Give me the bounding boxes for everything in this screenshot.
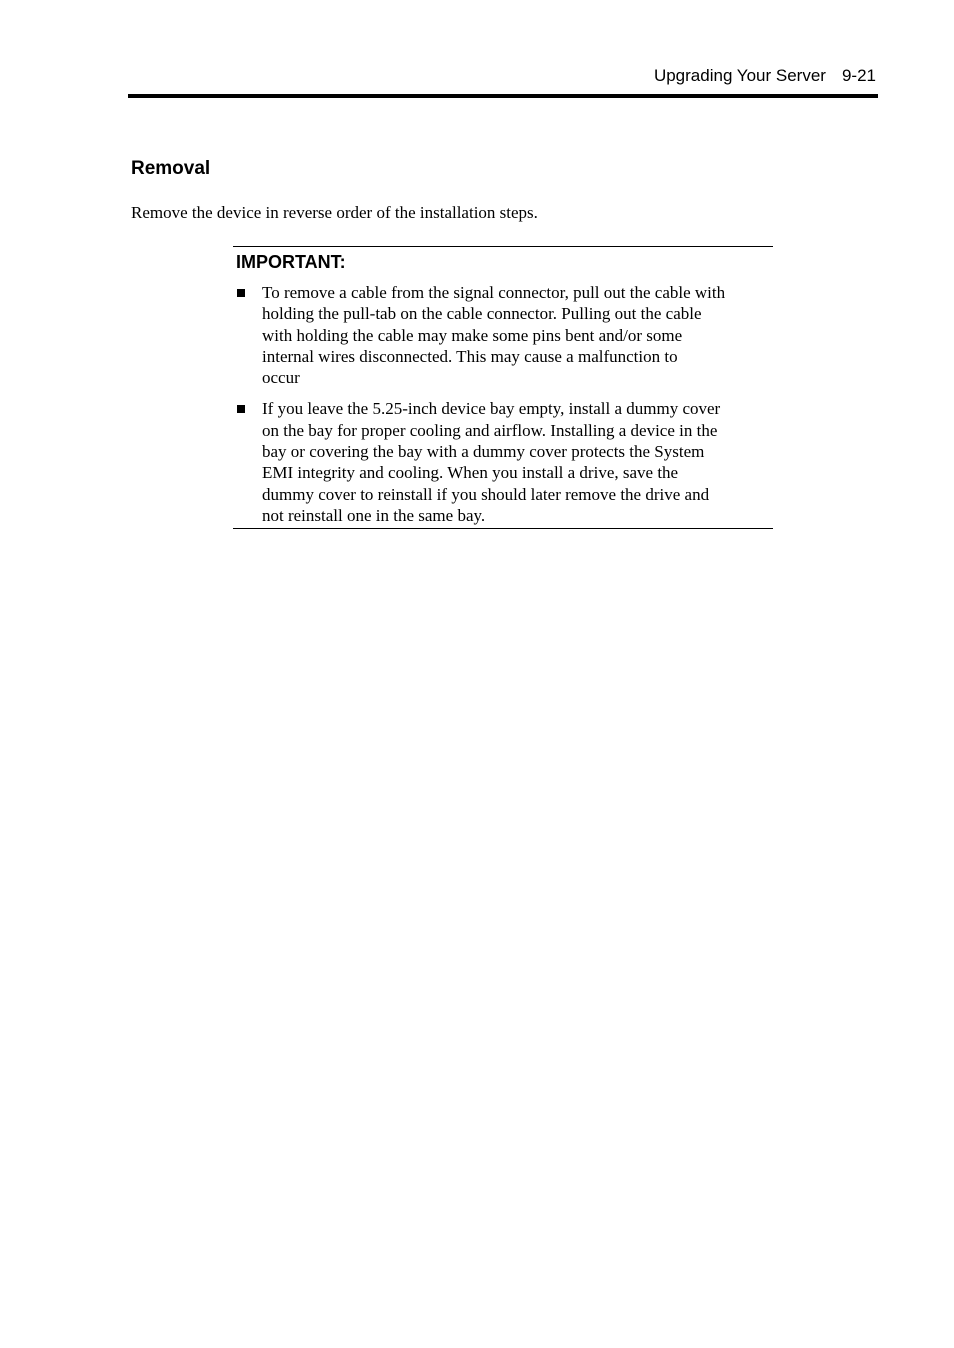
header-rule [128, 94, 878, 98]
page-header [128, 66, 878, 96]
list-item-text: To remove a cable from the signal connector, pull out the cable with holding the pull-tab on the cable connector. Pulling out the cable with holding the cable may make some pins bent and/or some internal wires disconnected. This may cause a malfunction to occur [262, 283, 726, 388]
square-bullet-icon [237, 405, 245, 413]
square-bullet-icon [237, 289, 245, 297]
section-heading: Removal [131, 158, 211, 179]
list-item-text: If you leave the 5.25-inch device bay empty, install a dummy cover on the bay for proper cooling and airflow. Installing a device in the bay or covering the bay with a dummy cover protects the System EMI integrity and cooling. When you install a drive, save the dummy cover to reinstall if you should later remove the drive and not reinstall one in the same bay. [262, 399, 721, 525]
page-number: 9-21 [841, 66, 876, 85]
intro-paragraph: Remove the device in reverse order of the installation steps. [131, 203, 538, 222]
list-item [233, 398, 773, 526]
important-notice [233, 246, 773, 529]
header-title: Upgrading Your Server [653, 66, 826, 85]
important-list [233, 282, 773, 526]
important-title: IMPORTANT: [236, 252, 346, 272]
running-header [654, 66, 876, 86]
list-item [233, 282, 773, 388]
